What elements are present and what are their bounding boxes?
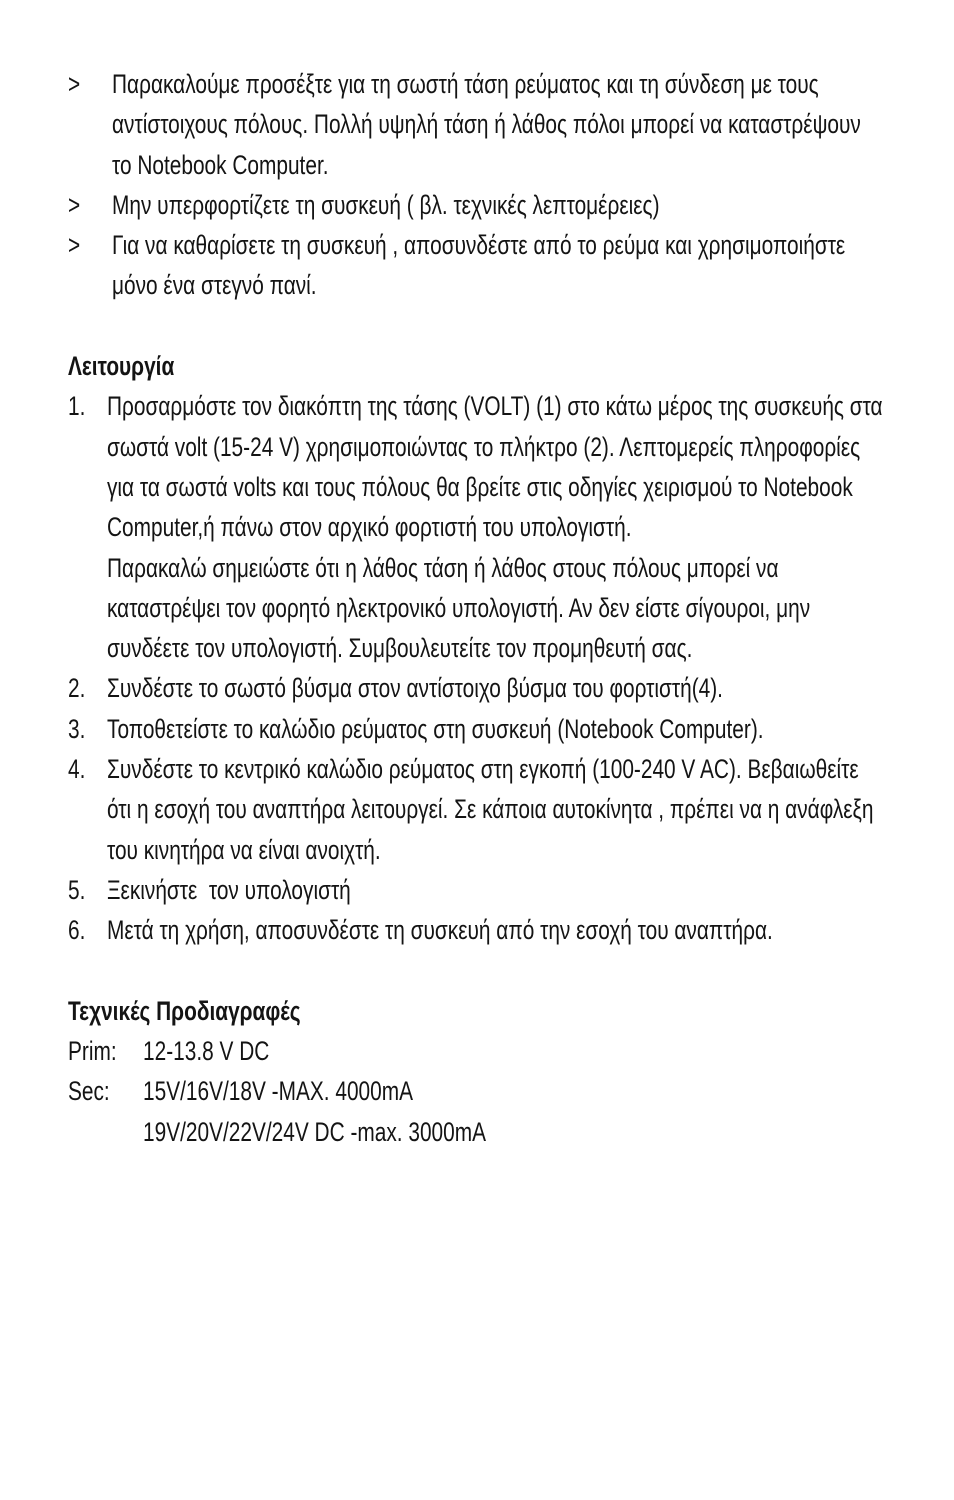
note-item [68,225,928,306]
note-item [68,64,928,185]
note-marker: > [68,230,81,261]
note-line: Παρακαλούμε προσέξτε για τη σωστή τάση ρεύματος και τη σύνδεση με τους [112,69,819,99]
step-line: Τοποθετείστε το καλώδιο ρεύματος στη συσκευή (Notebook Computer). [107,713,764,744]
step-line: του κινητήρα να είναι ανοιχτή. [107,834,381,865]
step-item [68,668,928,708]
step-line: Ξεκινήστε τον υπολογιστή [107,874,351,905]
step-number: 5. [68,874,86,905]
step-number: 1. [68,391,86,422]
operation-steps [68,386,928,950]
spec-value: 19V/20V/22V/24V DC -max. 3000mA [143,1116,486,1147]
step-line: συνδέετε τον υπολογιστή. Συμβουλευτείτε τον προμηθευτή σας. [107,633,693,664]
note-item [68,185,928,225]
spec-value: 12-13.8 V DC [143,1036,270,1067]
note-marker: > [68,69,81,99]
step-line: Μετά τη χρήση, αποσυνδέστε τη συσκευή από την εσοχή του αναπτήρα. [107,915,773,946]
step-line: Computer,ή πάνω στον αρχικό φορτιστή του υπολογιστή. [107,512,632,543]
step-line: Συνδέστε το σωστό βύσμα στον αντίστοιχο βύσμα του φορτιστή(4). [107,673,723,704]
safety-notes [68,64,928,306]
step-number: 3. [68,713,86,744]
operation-section [68,346,928,950]
step-line: για τα σωστά volts και τους πόλους θα βρείτε στις οδηγίες χειρισμού το Notebook [107,471,853,502]
step-line: σωστά volt (15-24 V) χρησιμοποιώντας το πλήκτρο (2). Λεπτομερείς πληροφορίες [107,431,861,462]
step-line: καταστρέψει τον φορητό ηλεκτρονικό υπολογιστή. Αν δεν είστε σίγουροι, μην [107,592,811,623]
step-line: Προσαρμόστε τον διακόπτη της τάσης (VOLT) (1) στο κάτω μέρος της συσκευής στα [107,391,883,422]
specs-heading: Τεχνικές Προδιαγραφές [68,995,301,1026]
specs-section [68,991,928,1152]
step-number: 2. [68,673,86,704]
step-item [68,910,928,950]
note-line: Μην υπερφορτίζετε τη συσκευή ( βλ. τεχνικές λεπτομέρειες) [112,189,660,220]
step-number: 4. [68,754,86,785]
step-item [68,386,928,668]
step-item [68,749,928,870]
spec-label: Sec: [68,1076,110,1107]
note-line: το Notebook Computer. [112,149,329,180]
note-line: αντίστοιχους πόλους. Πολλή υψηλή τάση ή λάθος πόλοι μπορεί να καταστρέψουν [112,109,861,140]
note-line: μόνο ένα στεγνό πανί. [112,270,317,301]
step-line: ότι η εσοχή του αναπτήρα λειτουργεί. Σε κάποια αυτοκίνητα , πρέπει να η ανάφλεξη [107,794,874,825]
step-number: 6. [68,915,86,946]
spec-label: Prim: [68,1036,117,1067]
spec-value: 15V/16V/18V -MAX. 4000mA [143,1076,414,1107]
step-item [68,870,928,910]
step-item [68,709,928,749]
document-content [68,64,928,1152]
note-marker: > [68,189,81,220]
step-line: Συνδέστε το κεντρικό καλώδιο ρεύματος στη εγκοπή (100-240 V AC). Βεβαιωθείτε [107,754,859,785]
spec-row-prim [68,1031,928,1071]
step-line: Παρακαλώ σημειώστε ότι η λάθος τάση ή λάθος στους πόλους μπορεί να [107,552,779,583]
note-line: Για να καθαρίσετε τη συσκευή , αποσυνδέστε από το ρεύμα και χρησιμοποιήστε [112,230,846,261]
operation-heading: Λειτουργία [68,351,175,382]
spec-row-sec [68,1071,928,1152]
